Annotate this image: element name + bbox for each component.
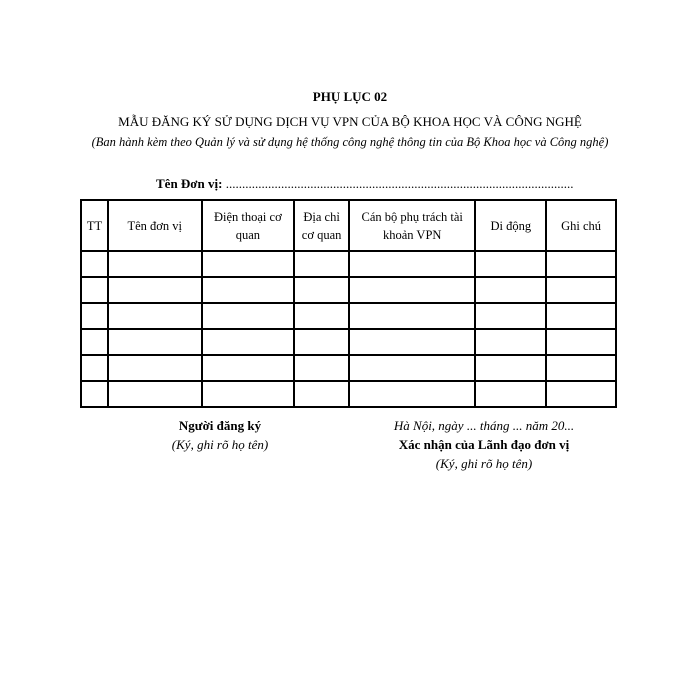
table-cell[interactable] [475,251,546,277]
registrant-signature-block [140,416,300,454]
appendix-title: PHỤ LỤC 02 [312,89,388,104]
table-cell[interactable] [81,277,108,303]
table-cell[interactable] [202,329,295,355]
table-cell[interactable] [294,355,349,381]
approver-hint: (Ký, ghi rõ họ tên) [435,456,533,471]
col-header-notes: Ghi chú [546,200,616,251]
issuance-note: (Ban hành kèm theo Quản lý và sử dụng hệ thống công nghệ thông tin của Bộ Khoa học và Công nghệ) [91,135,609,149]
unit-name-line [156,176,573,192]
table-cell[interactable] [546,303,616,329]
table-cell[interactable] [546,355,616,381]
registrant-title: Người đăng ký [178,418,262,433]
table-cell[interactable] [349,381,475,407]
table-cell[interactable] [108,381,202,407]
table-row [81,277,616,303]
col-header-vpn-officer: Cán bộ phụ trách tài khoản VPN [349,200,475,251]
table-cell[interactable] [349,303,475,329]
table-cell[interactable] [108,277,202,303]
table-cell[interactable] [202,303,295,329]
approver-title: Xác nhận của Lãnh đạo đơn vị [398,437,570,452]
date-line: Hà Nội, ngày ... tháng ... năm 20... [393,418,575,433]
table-cell[interactable] [294,381,349,407]
table-row [81,303,616,329]
table-cell[interactable] [81,251,108,277]
table-cell[interactable] [475,303,546,329]
table-cell[interactable] [475,329,546,355]
table-cell[interactable] [202,381,295,407]
table-cell[interactable] [108,251,202,277]
table-cell[interactable] [546,381,616,407]
table-cell[interactable] [294,251,349,277]
table-cell[interactable] [546,329,616,355]
table-cell[interactable] [294,277,349,303]
form-title: MẪU ĐĂNG KÝ SỬ DỤNG DỊCH VỤ VPN CỦA BỘ KHOA HỌC VÀ CÔNG NGHỆ [118,114,582,129]
table-cell[interactable] [202,277,295,303]
unit-name-blank: ........................................................................................................... [222,176,574,191]
col-header-tt: TT [81,200,108,251]
table-cell[interactable] [475,277,546,303]
table-cell[interactable] [81,355,108,381]
col-header-unit-name: Tên đơn vị [108,200,202,251]
table-cell[interactable] [81,329,108,355]
table-cell[interactable] [202,251,295,277]
registrant-hint: (Ký, ghi rõ họ tên) [171,437,269,452]
registration-table [80,199,617,408]
table-cell[interactable] [349,277,475,303]
table-cell[interactable] [349,355,475,381]
table-cell[interactable] [294,329,349,355]
unit-name-label: Tên Đơn vị: [156,176,223,191]
table-cell[interactable] [349,329,475,355]
col-header-office-address: Địa chỉ cơ quan [294,200,349,251]
table-row [81,381,616,407]
table-cell[interactable] [475,355,546,381]
table-cell[interactable] [108,303,202,329]
col-header-office-phone: Điện thoại cơ quan [202,200,295,251]
approver-signature-block [364,416,604,473]
table-cell[interactable] [475,381,546,407]
table-cell[interactable] [81,303,108,329]
table-cell[interactable] [349,251,475,277]
table-cell[interactable] [546,251,616,277]
table-cell[interactable] [108,329,202,355]
table-cell[interactable] [108,355,202,381]
table-cell[interactable] [546,277,616,303]
table-row [81,329,616,355]
table-cell[interactable] [294,303,349,329]
table-row [81,355,616,381]
table-cell[interactable] [81,381,108,407]
col-header-mobile: Di động [475,200,546,251]
table-header-row [81,200,616,251]
table-row [81,251,616,277]
table-cell[interactable] [202,355,295,381]
